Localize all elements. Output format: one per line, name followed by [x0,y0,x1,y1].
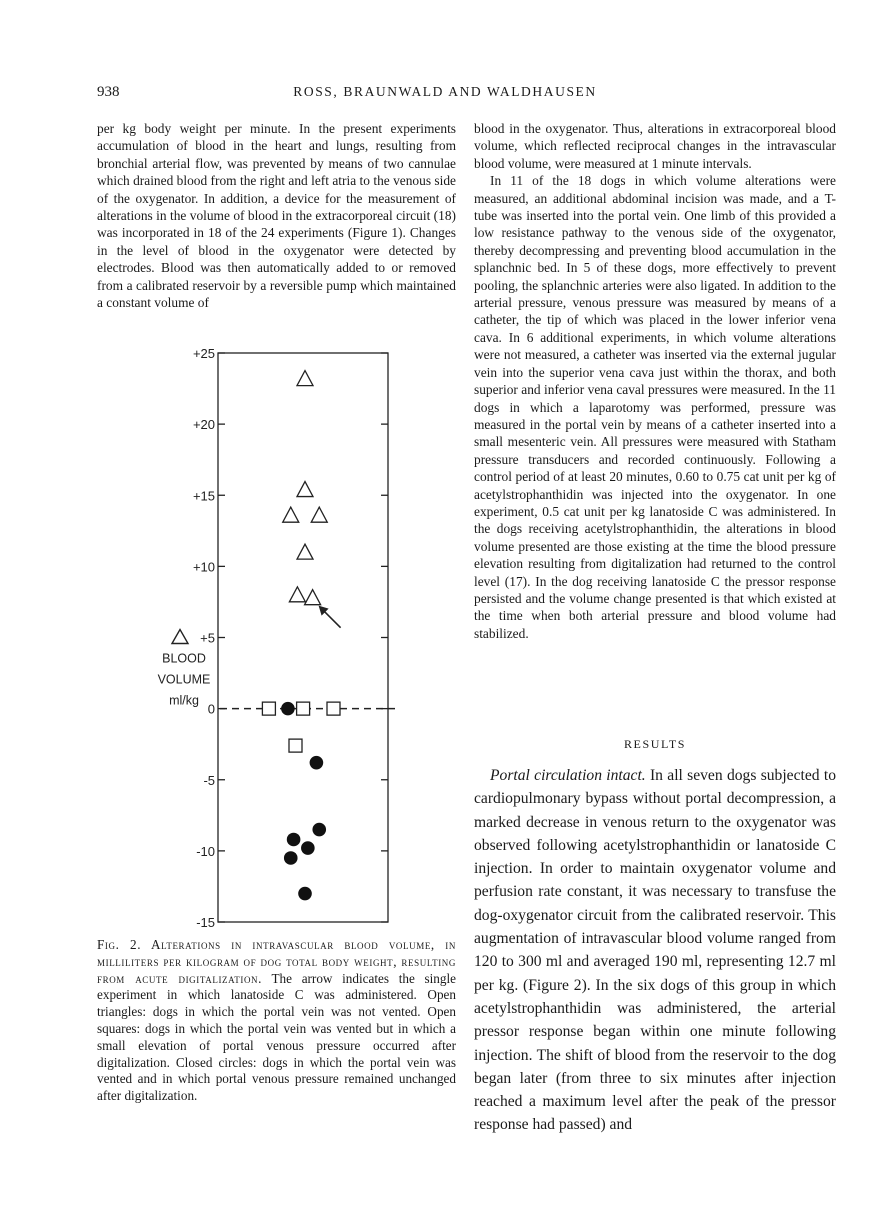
left-paragraph: per kg body weight per minute. In the present experiments accumulation of blood in the heart and lungs, resulting from bronchial arterial flow, was prevented by means of two cannulae which drained blood from the right and left atria to the venous side of the oxygenator. In addition, a device for the measurement of alterations in the volume of blood in the extracorporeal circuit (18) was incorporated in 18 of the 24 experiments (Figure 1). Changes in the level of blood in the oxygenator were detected by electrodes. Blood was then automatically added to or removed from a calibrated reservoir by a reversible pump which maintained a constant volume of [97,121,456,311]
open-triangle-point [305,590,321,605]
open-square-point [327,702,340,715]
y-axis-label: VOLUME [157,672,211,687]
open-square-point [262,702,275,715]
caption-title: Alterations in intravascular blood volume, in milliliters per kilogram of dog total body weight, resulting from acute digitalization. [97,937,456,986]
y-tick-label: +5 [200,630,215,646]
y-tick-label: -5 [203,772,215,788]
open-triangle-point [297,371,313,386]
right-paragraph-1: blood in the oxygenator. Thus, alterations in extracorporeal blood volume, which reflected reciprocal changes in the intravascular blood volume, were measured at 1 minute intervals. [474,121,836,171]
results-heading: RESULTS [623,737,687,751]
results-paragraph [474,764,836,1137]
running-head: ROSS, BRAUNWALD AND WALDHAUSEN [293,84,597,99]
y-tick-label: 0 [207,701,215,717]
open-triangle-point [289,587,305,602]
chart-svg [150,340,410,930]
caption-text: The arrow indicates the single experiment in which lanatoside C was administered. Open triangles: dogs in which the portal vein was not vented. Open squares: dogs in which the portal vein was vented but in which a small elevation of portal venous pressure occurred after digitalization. Closed circles: dogs in which the portal vein was vented and in which portal venous pressure remained unchanged after digitalization. [97,970,456,1104]
figure-2-chart [150,340,410,930]
y-axis-label: BLOOD [162,651,206,666]
filled-circle-point [281,702,295,716]
open-square-point [297,702,310,715]
filled-circle-point [287,833,301,847]
y-tick-label: -10 [196,843,215,859]
open-triangle-point [311,507,327,522]
filled-circle-point [298,887,312,901]
filled-circle-point [310,756,324,770]
plot-frame [218,353,388,922]
y-tick-label: +15 [192,488,215,504]
filled-circle-point [312,823,326,837]
caption-label: Fig. 2. [97,937,142,952]
open-triangle-point [283,507,299,522]
right-column-text [474,120,836,642]
page-number: 938 [97,84,120,100]
ylabel-triangle-icon [172,630,188,644]
open-triangle-point [297,544,313,559]
y-tick-label: +25 [192,346,215,361]
y-axis-label: ml/kg [169,693,199,708]
right-paragraph-2: In 11 of the 18 dogs in which volume alterations were measured, an additional abdominal incision was made, and a T-tube was inserted into the portal vein. One limb of this provided a low resistance pathway to the venous side of the oxygenator, thereby decompressing and preventing blood accumulation in the splanchnic bed. In 5 of these dogs, more effectively to prevent pooling, the splanchnic arteries were also ligated. In addition to the arterial pressure, venous pressure was measured by means of a catheter, the tip of which was placed in the lower inferior vena cava. In 6 additional experiments, in which volume alterations were not measured, a catheter was inserted via the external jugular vein into the superior vena cava just within the thorax, and both superior and inferior vena caval pressures were measured. In the 11 dogs in which a laparotomy was performed, pressure was measured in the portal vein by means of a catheter inserted into a small mesenteric vein. All pressures were measured with Statham pressure transducers and recorded continuously. Following a control period of at least 20 minutes, 0.60 to 0.75 cat unit per kg of acetylstrophanthidin was injected into the oxygenator. In one experiment, 0.5 cat unit per kg lanatoside C was administered. In the dogs receiving acetylstrophanthidin, the alterations in blood volume presented are those existing at the time the blood pressure elevation resulting from digitalization had returned to the control level (17). In the dog receiving lanatoside C the pressor response persisted and the volume change presented is that which existed at the time when both arterial pressure and blood volume had stabilized. [474,173,836,641]
open-triangle-point [297,482,313,497]
y-tick-label: +20 [192,417,215,433]
results-body: In all seven dogs subjected to cardiopulmonary bypass without portal decompression, a marked decrease in venous return to the oxygenator was observed following acetylstrophanthidin or lanatoside C injection. In order to maintain oxygenator volume and perfusion rate constant, it was necessary to transfuse the dog-oxygenator circuit from the calibrated reservoir. This augmentation of intravascular blood volume ranged from 120 to 300 ml and averaged 190 ml, representing 12.7 ml per kg. (Figure 2). In the six dogs of this group in which acetylstrophanthidin was administered, the arterial pressor response began within one minute following injection. The shift of blood from the reservoir to the dog began later (from three to six minutes after injection reached a maximum level after the peak of the pressor response had passed) and [474,767,836,1134]
open-square-point [289,739,302,752]
y-tick-label: -15 [196,915,215,930]
y-tick-label: +10 [192,559,215,575]
results-run-in-heading: Portal circulation intact. [490,767,646,784]
figure-caption [97,937,456,1105]
results-text [474,764,836,1137]
filled-circle-point [301,841,315,855]
left-column-text [97,120,456,311]
filled-circle-point [284,851,298,865]
